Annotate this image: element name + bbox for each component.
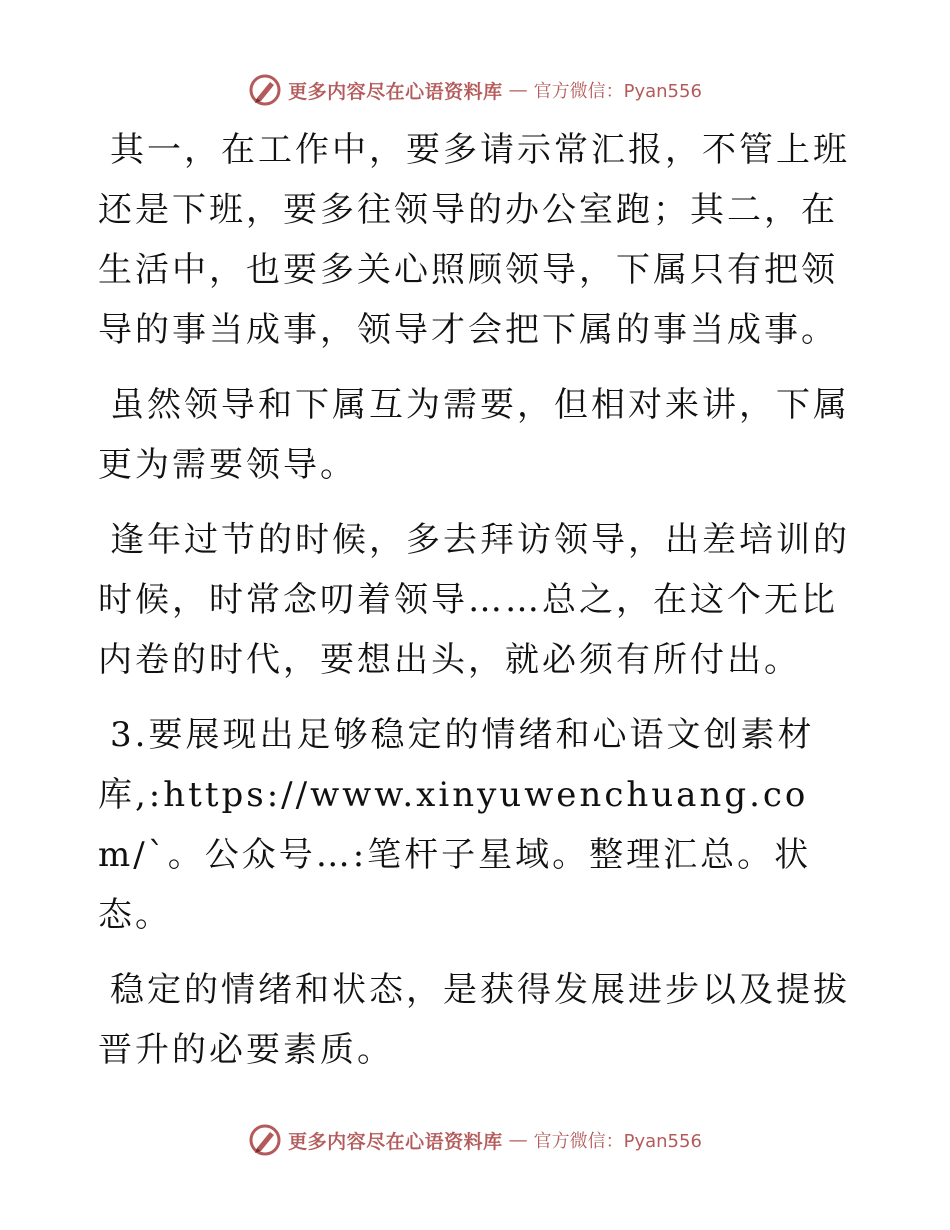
watermark-separator: — [508, 1129, 528, 1151]
pen-logo-icon [248, 1123, 282, 1157]
paragraph-2: 虽然领导和下属互为需要，但相对来讲，下属更为需要领导。 [98, 385, 850, 485]
paragraph-4: 3.要展现出足够稳定的情绪和心语文创素材库,:https://www.xinyuwenchuang.com/`。公众号…:笔杆子星域。整理汇总。状态。 [98, 715, 815, 935]
footer-watermark [0, 1120, 950, 1160]
watermark-main-text: 更多内容尽在心语资料库 [288, 1130, 503, 1153]
watermark-wechat-text: 官方微信：Pyan556 [533, 1131, 702, 1152]
paragraph-5: 稳定的情绪和状态，是获得发展进步以及提拔晋升的必要素质。 [98, 970, 850, 1070]
watermark-separator: — [508, 79, 528, 101]
pen-logo-icon [248, 73, 282, 107]
paragraph-1: 其一，在工作中，要多请示常汇报，不管上班还是下班，要多往领导的办公室跑；其二，在生活中，也要多关心照顾领导，下属只有把领导的事当成事，领导才会把下属的事当成事。 [98, 130, 850, 350]
document-body [98, 120, 858, 1095]
watermark-wechat-text: 官方微信：Pyan556 [533, 81, 702, 102]
paragraph-3: 逢年过节的时候，多去拜访领导，出差培训的时候，时常念叨着领导……总之，在这个无比内卷的时代，要想出头，就必须有所付出。 [98, 520, 850, 680]
header-watermark [0, 70, 950, 110]
watermark-main-text: 更多内容尽在心语资料库 [288, 80, 503, 103]
